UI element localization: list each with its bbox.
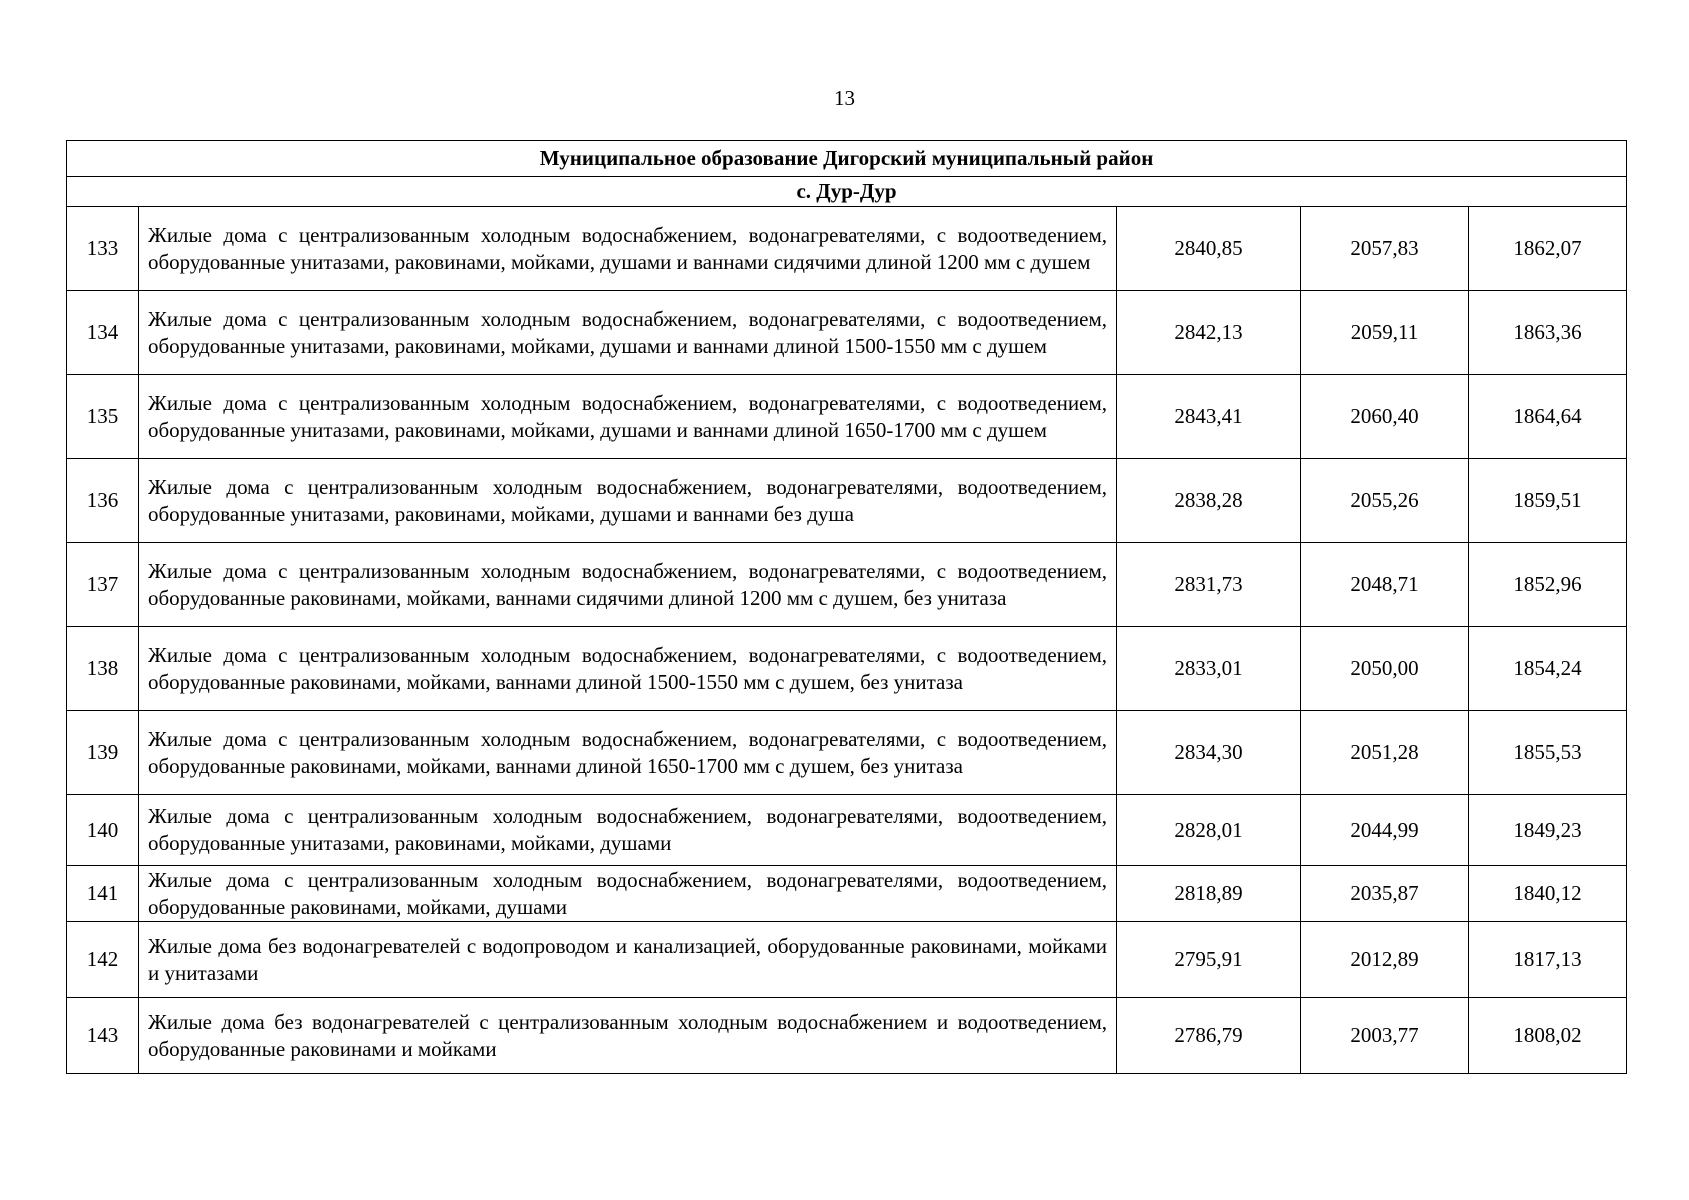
row-value-3: 1862,07 [1469, 207, 1627, 291]
row-number: 143 [67, 998, 139, 1074]
row-value-1: 2842,13 [1117, 291, 1301, 375]
row-description: Жилые дома с централизованным холодным водоснабжением, водонагревателями, водоотведением, оборудованные раковинами, мойками, душами [139, 866, 1117, 922]
row-number: 134 [67, 291, 139, 375]
row-value-3: 1817,13 [1469, 922, 1627, 998]
row-value-1: 2786,79 [1117, 998, 1301, 1074]
row-value-3: 1859,51 [1469, 459, 1627, 543]
row-value-1: 2818,89 [1117, 866, 1301, 922]
row-value-3: 1864,64 [1469, 375, 1627, 459]
row-value-2: 2048,71 [1301, 543, 1469, 627]
row-description: Жилые дома с централизованным холодным водоснабжением, водонагревателями, с водоотведением, оборудованные унитазами, раковинами, мойками, душами и ваннами длиной 1500-1550 мм с душем [139, 291, 1117, 375]
row-number: 140 [67, 795, 139, 866]
table-subtitle-row [67, 177, 1627, 207]
row-description: Жилые дома с централизованным холодным водоснабжением, водонагревателями, с водоотведением, оборудованные унитазами, раковинами, мойками, душами и ваннами длиной 1650-1700 мм с душем [139, 375, 1117, 459]
row-description: Жилые дома с централизованным холодным водоснабжением, водонагревателями, с водоотведением, оборудованные раковинами, мойками, ваннами сидячими длиной 1200 мм с душем, без унитаза [139, 543, 1117, 627]
row-number: 142 [67, 922, 139, 998]
table-title-row [67, 141, 1627, 177]
row-description: Жилые дома с централизованным холодным водоснабжением, водонагревателями, с водоотведением, оборудованные унитазами, раковинами, мойками, душами и ваннами сидячими длиной 1200 мм с душем [139, 207, 1117, 291]
table-title: Муниципальное образование Дигорский муниципальный район [67, 141, 1627, 177]
row-value-3: 1840,12 [1469, 866, 1627, 922]
row-number: 139 [67, 711, 139, 795]
table-subtitle: с. Дур-Дур [67, 177, 1627, 207]
table-row [67, 922, 1627, 998]
row-value-1: 2840,85 [1117, 207, 1301, 291]
row-value-2: 2057,83 [1301, 207, 1469, 291]
row-description: Жилые дома с централизованным холодным водоснабжением, водонагревателями, водоотведением, оборудованные унитазами, раковинами, мойками, душами [139, 795, 1117, 866]
row-value-2: 2044,99 [1301, 795, 1469, 866]
table-row [67, 627, 1627, 711]
row-value-3: 1849,23 [1469, 795, 1627, 866]
table-row [67, 998, 1627, 1074]
row-description: Жилые дома без водонагревателей с централизованным холодным водоснабжением и водоотведением, оборудованные раковинами и мойками [139, 998, 1117, 1074]
row-value-1: 2838,28 [1117, 459, 1301, 543]
row-description: Жилые дома с централизованным холодным водоснабжением, водонагревателями, с водоотведением, оборудованные раковинами, мойками, ваннами длиной 1650-1700 мм с душем, без унитаза [139, 711, 1117, 795]
table-row [67, 291, 1627, 375]
row-value-1: 2795,91 [1117, 922, 1301, 998]
row-value-3: 1808,02 [1469, 998, 1627, 1074]
row-value-1: 2843,41 [1117, 375, 1301, 459]
page-number: 13 [834, 86, 855, 110]
row-value-2: 2012,89 [1301, 922, 1469, 998]
table-row [67, 795, 1627, 866]
row-value-1: 2834,30 [1117, 711, 1301, 795]
row-number: 136 [67, 459, 139, 543]
row-value-1: 2831,73 [1117, 543, 1301, 627]
row-value-1: 2833,01 [1117, 627, 1301, 711]
row-number: 141 [67, 866, 139, 922]
table-row [67, 207, 1627, 291]
row-description: Жилые дома без водонагревателей с водопроводом и канализацией, оборудованные раковинами, мойками и унитазами [139, 922, 1117, 998]
table-row [67, 459, 1627, 543]
table-row [67, 375, 1627, 459]
row-value-2: 2059,11 [1301, 291, 1469, 375]
table-row [67, 543, 1627, 627]
row-number: 137 [67, 543, 139, 627]
table-row [67, 866, 1627, 922]
row-value-2: 2003,77 [1301, 998, 1469, 1074]
row-value-1: 2828,01 [1117, 795, 1301, 866]
row-number: 133 [67, 207, 139, 291]
row-number: 138 [67, 627, 139, 711]
row-number: 135 [67, 375, 139, 459]
row-value-3: 1852,96 [1469, 543, 1627, 627]
row-value-3: 1855,53 [1469, 711, 1627, 795]
row-value-2: 2035,87 [1301, 866, 1469, 922]
row-description: Жилые дома с централизованным холодным водоснабжением, водонагревателями, с водоотведением, оборудованные раковинами, мойками, ваннами длиной 1500-1550 мм с душем, без унитаза [139, 627, 1117, 711]
tariff-table [66, 140, 1627, 1074]
row-value-2: 2055,26 [1301, 459, 1469, 543]
row-value-3: 1854,24 [1469, 627, 1627, 711]
table-row [67, 711, 1627, 795]
row-value-2: 2060,40 [1301, 375, 1469, 459]
row-value-2: 2051,28 [1301, 711, 1469, 795]
row-value-3: 1863,36 [1469, 291, 1627, 375]
row-description: Жилые дома с централизованным холодным водоснабжением, водонагревателями, водоотведением, оборудованные унитазами, раковинами, мойками, душами и ваннами без душа [139, 459, 1117, 543]
row-value-2: 2050,00 [1301, 627, 1469, 711]
